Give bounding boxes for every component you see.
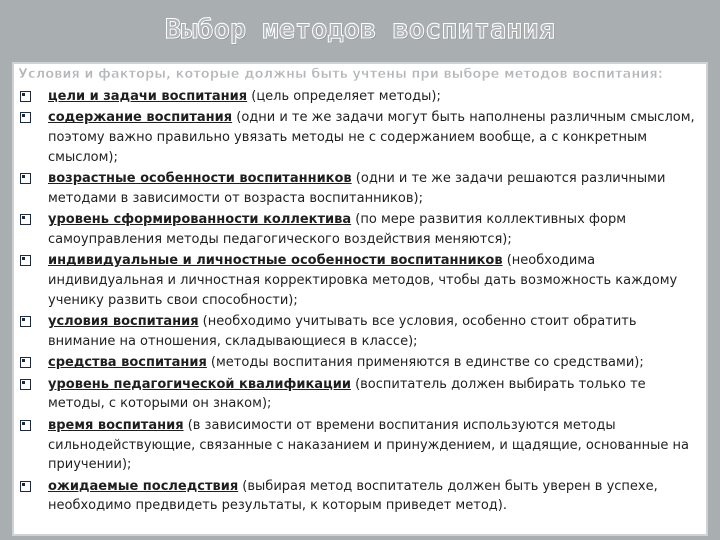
item-text: (по мере развития коллективных форм самоуправления методы педагогического воздействия меняются); bbox=[48, 212, 627, 248]
item-term: содержание воспитания bbox=[48, 110, 233, 126]
item-term: индивидуальные и личностные особенности воспитанников bbox=[48, 253, 503, 269]
list-item bbox=[18, 108, 698, 167]
factor-list bbox=[18, 87, 698, 518]
item-text: (цель определяет методы); bbox=[247, 89, 441, 104]
item-term: уровень сформированности коллектива bbox=[48, 212, 352, 228]
item-text: (необходима индивидуальная и личностная корректировка методов, чтобы дать возможность каждому ученику развить свои способности); bbox=[48, 253, 678, 308]
item-text: (выбирая метод воспитатель должен быть уверен в успехе, необходимо предвидеть результаты, к которым приведет метод). bbox=[48, 478, 658, 514]
checkbox-bullet-icon bbox=[20, 379, 31, 390]
item-term: ожидаемые последствия bbox=[48, 478, 239, 494]
item-term: цели и задачи воспитания bbox=[48, 89, 248, 104]
list-item bbox=[18, 251, 698, 310]
checkbox-bullet-icon bbox=[20, 420, 31, 431]
list-item bbox=[18, 312, 698, 352]
list-item bbox=[18, 416, 698, 475]
list-item bbox=[18, 169, 698, 209]
item-text: (одни и те же задачи решаются различными методами в зависимости от возраста воспитанников); bbox=[48, 171, 666, 206]
list-item bbox=[18, 375, 698, 415]
subtitle: Условия и факторы, которые должны быть учтены при выборе методов воспитания: bbox=[18, 67, 663, 82]
item-term: возрастные особенности воспитанников bbox=[48, 171, 352, 187]
item-term: условия воспитания bbox=[48, 314, 199, 330]
item-text: (одни и те же задачи могут быть наполнены различным смыслом, поэтому важно правильно увязать методы не с содержанием вообще, а с конкретным смыслом); bbox=[48, 110, 695, 165]
checkbox-bullet-icon bbox=[20, 357, 31, 368]
item-text: (методы воспитания применяются в единстве со средствами); bbox=[206, 355, 644, 371]
checkbox-bullet-icon bbox=[20, 481, 31, 492]
slide-title: Выбор методов воспитания bbox=[164, 14, 556, 45]
checkbox-bullet-icon bbox=[20, 255, 31, 266]
checkbox-bullet-icon bbox=[20, 214, 31, 225]
item-text: (воспитатель должен выбирать только те методы, с которыми он знаком); bbox=[48, 376, 646, 412]
checkbox-bullet-icon bbox=[20, 173, 31, 184]
list-item bbox=[18, 87, 698, 107]
checkbox-bullet-icon bbox=[20, 91, 31, 102]
item-term: средства воспитания bbox=[48, 355, 207, 371]
list-item bbox=[18, 210, 698, 250]
item-term: время воспитания bbox=[48, 417, 184, 433]
item-text: (необходимо учитывать все условия, особенно стоит обратить внимание на отношения, складывающиеся в классе); bbox=[48, 314, 637, 350]
list-item bbox=[18, 477, 698, 517]
checkbox-bullet-icon bbox=[20, 112, 31, 123]
item-text: (в зависимости от времени воспитания используются методы сильнодействующие, связанные с наказанием и принуждением, и щадящие, основанные на приучении); bbox=[48, 417, 689, 473]
checkbox-bullet-icon bbox=[20, 316, 31, 327]
list-item bbox=[18, 353, 698, 373]
item-term: уровень педагогической квалификации bbox=[48, 376, 351, 392]
